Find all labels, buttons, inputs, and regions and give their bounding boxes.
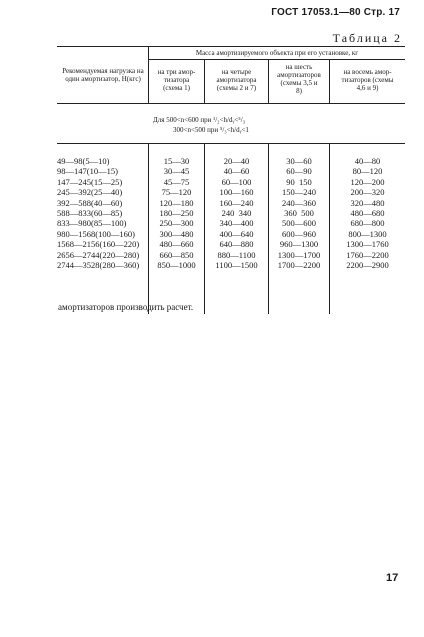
table-note-line-1: Для 500<n<600 при ¹/₂<h/dᵧ<⁵/₃ [153, 116, 246, 124]
vline-3 [268, 59, 269, 103]
vline-2 [204, 59, 205, 103]
table-caption: Таблица 2 [332, 31, 402, 45]
rule-under-group-header [148, 59, 405, 60]
column-loads: 49—98(5—10) 98—147(10—15) 147—245(15—25) 245—392(25—40) 392—588(40—60) 588—833(60—85) 833—980(85—100) 980—1568(100—160) 1568—2156(160—220) 2656—2744(220—280) 2744—3528(280—360) [57, 156, 140, 271]
subheader-six: на шесть амортизаторов (схемы 3,5 и 8) [277, 63, 321, 95]
vline-4 [329, 59, 330, 103]
page-header: ГОСТ 17053.1—80 Стр. 17 [271, 7, 400, 18]
table-2 [57, 46, 405, 314]
page-number: 17 [386, 572, 399, 584]
subheader-three: на три амор- тизатора (схема 1) [157, 68, 196, 92]
body-text: амортизаторов производить расчет. [58, 302, 194, 312]
column-six-mounts: 30—60 60—90 90 150 150—240 240—360 360 500 500—600 600—960 960—1300 1300—1700 1700—2200 [277, 156, 321, 271]
header-load: Рекомендуемая нагрузка на один амортизатор, Н(кгс) [62, 67, 144, 83]
column-three-mounts: 15—30 30—45 45—75 75—120 120—180 180—250 250—300 300—480 480—660 660—850 850—1000 [157, 156, 196, 271]
table-note-line-2: 300<n<500 при ⁵/₃<h/dᵧ<1 [173, 126, 249, 134]
rule-under-subheaders [57, 103, 405, 104]
column-eight-mounts: 40—80 80—120 120—200 200—320 320—480 480—680 680—800 800—1300 1300—1760 1760—2200 2200—2900 [346, 156, 389, 271]
column-four-mounts: 20—40 40—60 60—100 100—160 160—240 240 340 340—400 400—640 640—880 880—1100 1100—1500 [215, 156, 258, 271]
rule-under-note [57, 143, 405, 144]
subheader-four: на четыре амортизатора (схемы 2 и 7) [216, 68, 257, 92]
vline-1 [148, 46, 149, 103]
subheader-eight: на восемь амор- тизаторов (схемы 4,6 и 9) [341, 68, 394, 92]
rule-top [57, 46, 405, 47]
header-mass-group: Масса амортизируемого объекта при его установке, кг [195, 49, 359, 57]
